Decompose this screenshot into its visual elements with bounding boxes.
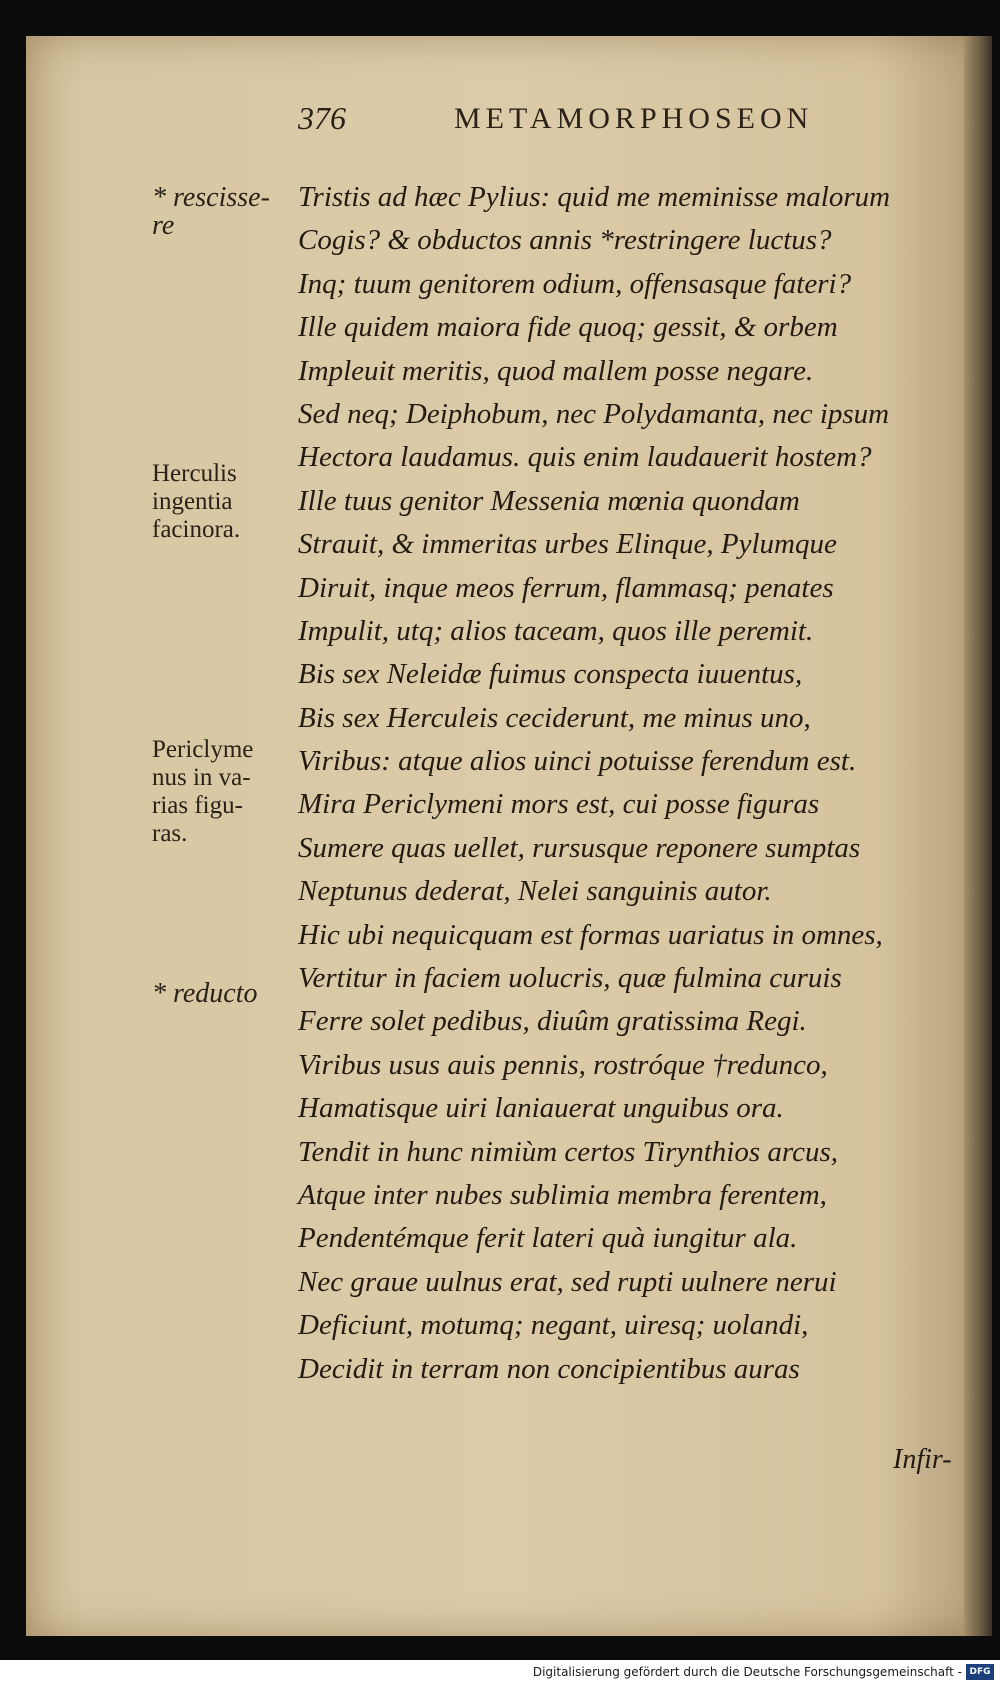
verse-line: Vertitur in faciem uolucris, quæ fulmina curuis xyxy=(298,962,842,995)
verse-line: Viribus usus auis pennis, rostróque †redunco, xyxy=(298,1048,828,1081)
verse-line: Hic ubi nequicquam est formas uariatus in omnes, xyxy=(298,918,883,951)
verse-line: Bis sex Neleidæ fuimus conspecta iuuentus, xyxy=(298,658,803,691)
verse-line: Deficiunt, motumq; negant, uiresq; uolandi, xyxy=(298,1309,809,1342)
margin-note-herculis: Herculis ingentia facinora. xyxy=(152,460,241,543)
verse-line: Nec graue uulnus erat, sed rupti uulnere nerui xyxy=(298,1265,837,1298)
footer-credit: Digitalisierung gefördert durch die Deutsche Forschungsgemeinschaft - xyxy=(532,1665,962,1679)
verse-line: Decidit in terram non concipientibus auras xyxy=(298,1352,800,1385)
verse-line: Hamatisque uiri laniauerat unguibus ora. xyxy=(298,1092,784,1125)
verse-line: Viribus: atque alios uinci potuisse ferendum est. xyxy=(298,745,857,778)
verse-line: Hectora laudamus. quis enim laudauerit hostem? xyxy=(298,441,872,474)
verse-line: Ille quidem maiora fide quoq; gessit, & orbem xyxy=(298,311,838,344)
catchword: Infir- xyxy=(893,1444,952,1475)
verse-line: Diruit, inque meos ferrum, flammasq; penates xyxy=(298,571,834,604)
verse-line: Mira Periclymeni mors est, cui posse figuras xyxy=(298,788,820,821)
book-page xyxy=(26,36,992,1636)
verse-line: Impulit, utq; alios taceam, quos ille peremit. xyxy=(298,614,814,647)
verse-line: Strauit, & immeritas urbes Elinque, Pylumque xyxy=(298,528,837,561)
page-header xyxy=(298,100,898,144)
verse-line: Cogis? & obductos annis *restringere luctus? xyxy=(298,224,832,257)
verse-line: Atque inter nubes sublimia membra ferentem, xyxy=(298,1178,827,1211)
verse-line: Tendit in hunc nimiùm certos Tirynthios arcus, xyxy=(298,1135,839,1168)
verse-line: Bis sex Herculeis ceciderunt, me minus uno, xyxy=(298,701,811,734)
verse-line: Sumere quas uellet, rursusque reponere sumptas xyxy=(298,831,861,864)
verse-line: Pendentémque ferit lateri quà iungitur ala. xyxy=(298,1222,798,1255)
verse-block xyxy=(298,176,978,1391)
verse-line: Impleuit meritis, quod mallem posse negare. xyxy=(298,354,814,387)
margin-note-rescissere: * rescisse- re xyxy=(152,182,270,241)
digitization-footer xyxy=(0,1660,1000,1687)
verse-line: Ferre solet pedibus, diuûm gratissima Regi. xyxy=(298,1005,807,1038)
verse-line: Ille tuus genitor Messenia mœnia quondam xyxy=(298,484,800,517)
page-number: 376 xyxy=(298,100,346,136)
margin-note-periclymenus: Periclyme nus in va- rias figu- ras. xyxy=(152,736,254,847)
verse-line: Sed neq; Deiphobum, nec Polydamanta, nec ipsum xyxy=(298,397,890,430)
dfg-logo-icon: DFG xyxy=(966,1664,994,1680)
margin-note-reducto: * reducto xyxy=(152,978,258,1009)
verse-line: Neptunus dederat, Nelei sanguinis autor. xyxy=(298,875,772,908)
running-title: METAMORPHOSEON xyxy=(454,102,814,135)
verse-line: Inq; tuum genitorem odium, offensasque fateri? xyxy=(298,267,852,300)
verse-line: Tristis ad hæc Pylius: quid me meminisse malorum xyxy=(298,181,891,213)
